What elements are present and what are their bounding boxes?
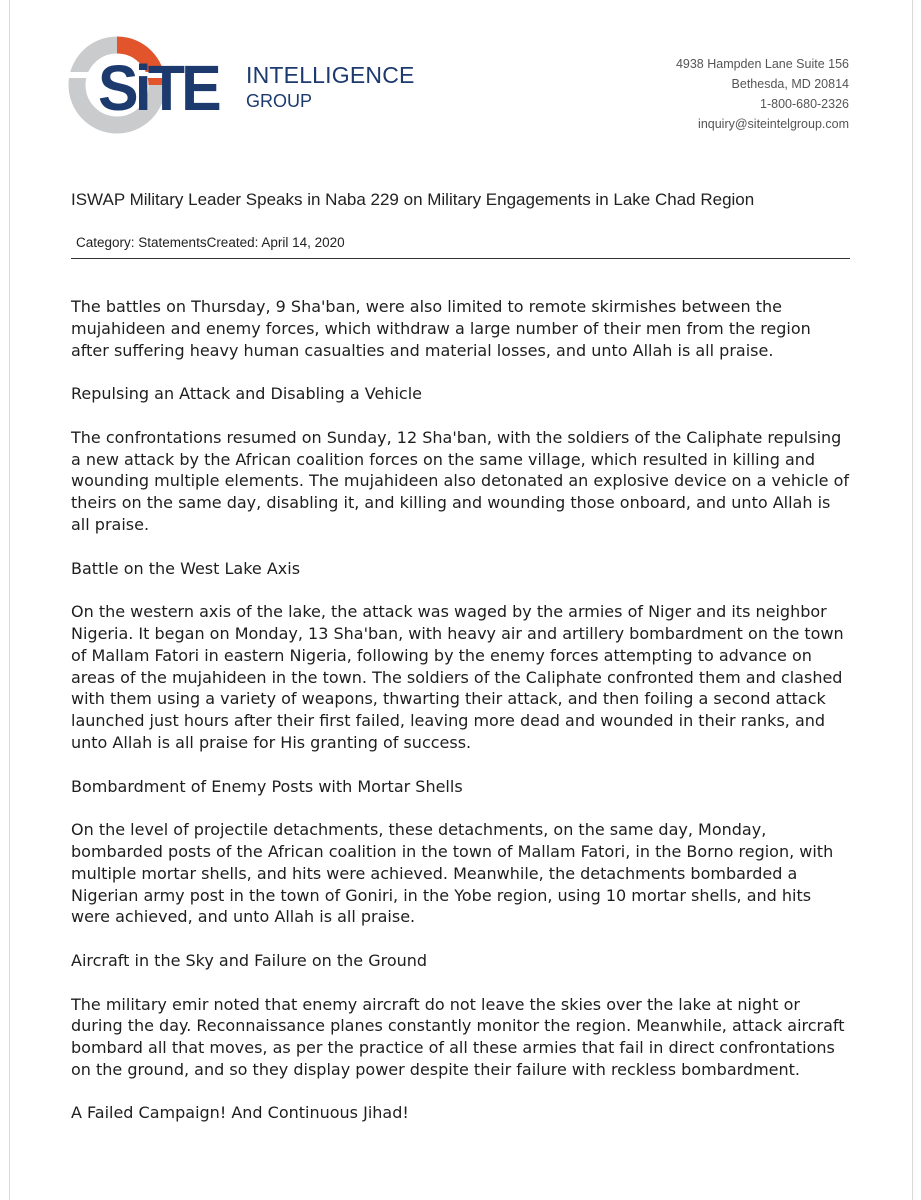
logo-group-text: GROUP [246, 91, 313, 111]
section-heading: Repulsing an Attack and Disabling a Vehicle [71, 384, 422, 404]
address-block [676, 54, 849, 134]
address-street: 4938 Hampden Lane Suite 156 [675, 57, 849, 71]
document-title: ISWAP Military Leader Speaks in Naba 229 on Military Engagements in Lake Chad Region [71, 190, 755, 209]
address-phone: 1-800-680-2326 [760, 97, 849, 111]
body-paragraph: The military emir noted that enemy aircraft do not leave the skies over the lake at night or during the day. Reconnaissance planes constantly monitor the region. Meanwhile, attack aircraft bombard all that moves, as per the practice of all these armies that fail in direct confrontations on the ground, and so they display power despite their failure with reckless bombardment. [71, 994, 845, 1079]
logo-site-text: SiTE [98, 52, 218, 124]
body-paragraph: The battles on Thursday, 9 Sha'ban, were also limited to remote skirmishes between the mujahideen and enemy forces, which withdraw a large number of their men from the region after suffering heavy human casualties and material losses, and unto Allah is all praise. [71, 297, 811, 360]
article-body [71, 296, 851, 1146]
address-email: inquiry@siteintelgroup.com [698, 117, 849, 131]
body-paragraph: On the western axis of the lake, the attack was waged by the armies of Niger and its neighbor Nigeria. It began on Monday, 13 Sha'ban, with heavy air and artillery bombardment on the town of Mallam Fatori in eastern Nigeria, following by the enemy forces attempting to advance on areas of the mujahideen in the town. The soldiers of the Caliphate confronted them and clashed with them using a variety of weapons, thwarting their attack, and then foiling a second attack launched just hours after their first failed, leaving more dead and wounded in their ranks, and unto Allah is all praise for His granting of success. [71, 602, 844, 752]
logo-intelligence-text: INTELLIGENCE [246, 62, 415, 88]
section-heading: Aircraft in the Sky and Failure on the Ground [71, 950, 428, 970]
section-heading: Battle on the West Lake Axis [71, 558, 301, 578]
section-heading: A Failed Campaign! And Continuous Jihad! [71, 1103, 409, 1123]
section-heading: Bombardment of Enemy Posts with Mortar Shells [71, 776, 463, 796]
body-paragraph: The confrontations resumed on Sunday, 12 Sha'ban, with the soldiers of the Caliphate repulsing a new attack by the African coalition forces on the same village, which resulted in killing and wounding multiple elements. The mujahideen also detonated an explosive device on a vehicle of theirs on the same day, disabling it, and killing and wounding those onboard, and unto Allah is all praise. [71, 427, 850, 534]
site-intelligence-group-logo [66, 34, 426, 136]
address-city: Bethesda, MD 20814 [731, 77, 849, 91]
document-meta: Category: StatementsCreated: April 14, 2020 [76, 235, 345, 250]
title-divider [71, 258, 850, 259]
body-paragraph: On the level of projectile detachments, these detachments, on the same day, Monday, bombarded posts of the African coalition in the town of Mallam Fatori, in the Borno region, with multiple mortar shells, and hits were achieved. Meanwhile, the detachments bombarded a Nigerian army post in the town of Goniri, in the Yobe region, using 10 mortar shells, and hits were achieved, and unto Allah is all praise. [71, 820, 834, 927]
